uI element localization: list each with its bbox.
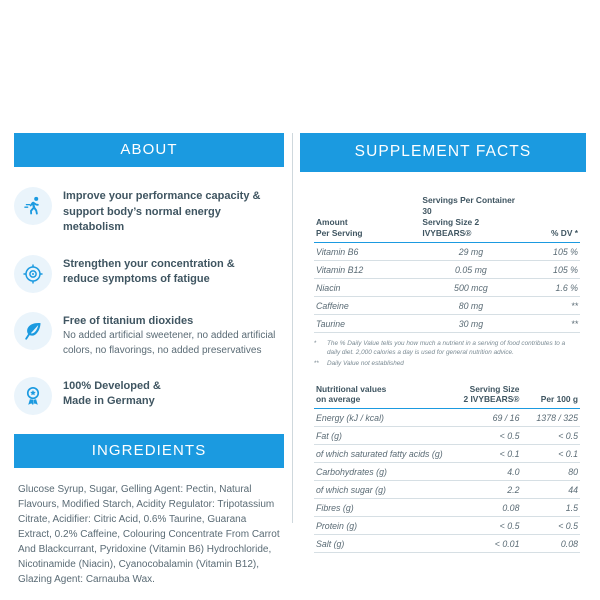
- supplement-facts-header: SUPPLEMENT FACTS: [300, 133, 586, 172]
- ingredients-text: Glucose Syrup, Sugar, Gelling Agent: Pectin, Natural Flavours, Modified Starch, Acidity Regulator: Tripotassium Citrate, Acidifier: Citric Acid, 0.6% Taurine, Guarana Extract, 0.2% Caffeine, Colouring Concentrate From Carrot And Blackcurrant, Pyridoxine (Vitamin B6) Hydrochloride, Nicotinamide (Niacin), Cyanocobalamin (Vitamin B12), Glazing Agent: Carnauba Wax.: [18, 483, 280, 585]
- about-section-header: ABOUT: [14, 133, 284, 167]
- nutrient-name: Caffeine: [314, 296, 420, 314]
- list-item-text: [63, 187, 284, 236]
- nutrient-name: Vitamin B6: [314, 242, 420, 260]
- list-item-text: [63, 377, 161, 410]
- value-name: Salt (g): [314, 535, 452, 553]
- nutrient-dv: 105 %: [521, 242, 580, 260]
- table-row: [314, 499, 580, 517]
- value-name: of which sugar (g): [314, 481, 452, 499]
- about-benefit-list: [14, 187, 284, 415]
- benefit-line-1: Strengthen your concentration &: [63, 257, 235, 270]
- footnote-text: Daily Value not established: [327, 360, 404, 368]
- list-item: [14, 255, 284, 293]
- running-person-icon: [14, 187, 52, 225]
- footnote-text: The % Daily Value tells you how much a nutrient in a serving of food contributes to a daily diet. 2,000 calories a day is used for general nutrition advice.: [327, 339, 566, 356]
- nutrient-dv: 105 %: [521, 260, 580, 278]
- nutrient-amount: 0.05 mg: [420, 260, 521, 278]
- value-per100g: 0.08: [521, 535, 580, 553]
- value-name: of which saturated fatty acids (g): [314, 445, 452, 463]
- header-serving-size: Serving Size 2 IVYBEARS®: [452, 381, 521, 409]
- value-serving: < 0.01: [452, 535, 521, 553]
- benefit-subtext: No added artificial sweetener, no added artificial colors, no flavorings, no added preservatives: [63, 330, 276, 356]
- header-nutritional-values: Nutritional values on average: [314, 381, 452, 409]
- ingredients-section-header: INGREDIENTS: [14, 434, 284, 468]
- value-serving: 69 / 16: [452, 409, 521, 427]
- right-column: [300, 133, 586, 553]
- value-per100g: 1.5: [521, 499, 580, 517]
- value-serving: 2.2: [452, 481, 521, 499]
- table-row: [314, 481, 580, 499]
- value-name: Protein (g): [314, 517, 452, 535]
- table-row: [314, 260, 580, 278]
- table-row: [314, 445, 580, 463]
- value-serving: 4.0: [452, 463, 521, 481]
- value-per100g: < 0.1: [521, 445, 580, 463]
- table-header-row: [314, 381, 580, 409]
- header-dv: % DV *: [521, 192, 580, 242]
- header-servings: Servings Per Container 30 Serving Size 2 IVYBEARS®: [420, 192, 521, 242]
- supplement-facts-table: [314, 192, 580, 333]
- footnote-mark: **: [314, 360, 319, 368]
- benefit-line-1: 100% Developed &: [63, 379, 161, 392]
- footnote-item: [314, 359, 580, 368]
- leaf-icon: [14, 312, 52, 350]
- ingredients-section: [14, 434, 284, 587]
- table-row: [314, 278, 580, 296]
- table-row: [314, 296, 580, 314]
- value-serving: < 0.5: [452, 517, 521, 535]
- vertical-divider: [292, 133, 293, 523]
- value-name: Energy (kJ / kcal): [314, 409, 452, 427]
- benefit-line-1: Improve your performance capacity &: [63, 190, 261, 202]
- nutrient-name: Niacin: [314, 278, 420, 296]
- value-name: Fibres (g): [314, 499, 452, 517]
- table-row: [314, 314, 580, 332]
- supplement-facts-body: [300, 192, 586, 553]
- value-per100g: 44: [521, 481, 580, 499]
- footnote-mark: *: [314, 339, 317, 347]
- nutrient-amount: 30 mg: [420, 314, 521, 332]
- table-row: [314, 535, 580, 553]
- table-row: [314, 242, 580, 260]
- nutrient-dv: **: [521, 296, 580, 314]
- value-name: Carbohydrates (g): [314, 463, 452, 481]
- target-focus-icon: [14, 255, 52, 293]
- footnotes: [314, 339, 580, 369]
- nutrient-amount: 80 mg: [420, 296, 521, 314]
- benefit-line-1: Free of titanium dioxides: [63, 314, 194, 327]
- value-per100g: < 0.5: [521, 517, 580, 535]
- benefit-line-2: support body’s normal energy metabolism: [63, 205, 221, 234]
- header-per-100g: Per 100 g: [521, 381, 580, 409]
- list-item: [14, 377, 284, 415]
- value-per100g: < 0.5: [521, 427, 580, 445]
- nutrient-amount: 500 mcg: [420, 278, 521, 296]
- table-row: [314, 427, 580, 445]
- table-row: [314, 517, 580, 535]
- value-serving: < 0.1: [452, 445, 521, 463]
- value-per100g: 1378 / 325: [521, 409, 580, 427]
- nutrient-amount: 29 mg: [420, 242, 521, 260]
- nutrient-dv: 1.6 %: [521, 278, 580, 296]
- table-row: [314, 463, 580, 481]
- list-item-text: [63, 255, 235, 288]
- list-item: [14, 312, 284, 358]
- benefit-line-2: Made in Germany: [63, 395, 155, 408]
- footnote-item: [314, 339, 580, 358]
- value-name: Fat (g): [314, 427, 452, 445]
- nutrient-dv: **: [521, 314, 580, 332]
- award-badge-icon: [14, 377, 52, 415]
- nutrient-name: Taurine: [314, 314, 420, 332]
- table-row: [314, 409, 580, 427]
- nutrient-name: Vitamin B12: [314, 260, 420, 278]
- list-item: [14, 187, 284, 236]
- header-amount-per-serving: Amount Per Serving: [314, 192, 420, 242]
- left-column: [14, 133, 284, 587]
- table-header-row: [314, 192, 580, 242]
- value-serving: 0.08: [452, 499, 521, 517]
- list-item-text: [63, 312, 284, 358]
- value-serving: < 0.5: [452, 427, 521, 445]
- value-per100g: 80: [521, 463, 580, 481]
- benefit-line-2: reduce symptoms of fatigue: [63, 273, 210, 286]
- nutritional-values-table: [314, 381, 580, 554]
